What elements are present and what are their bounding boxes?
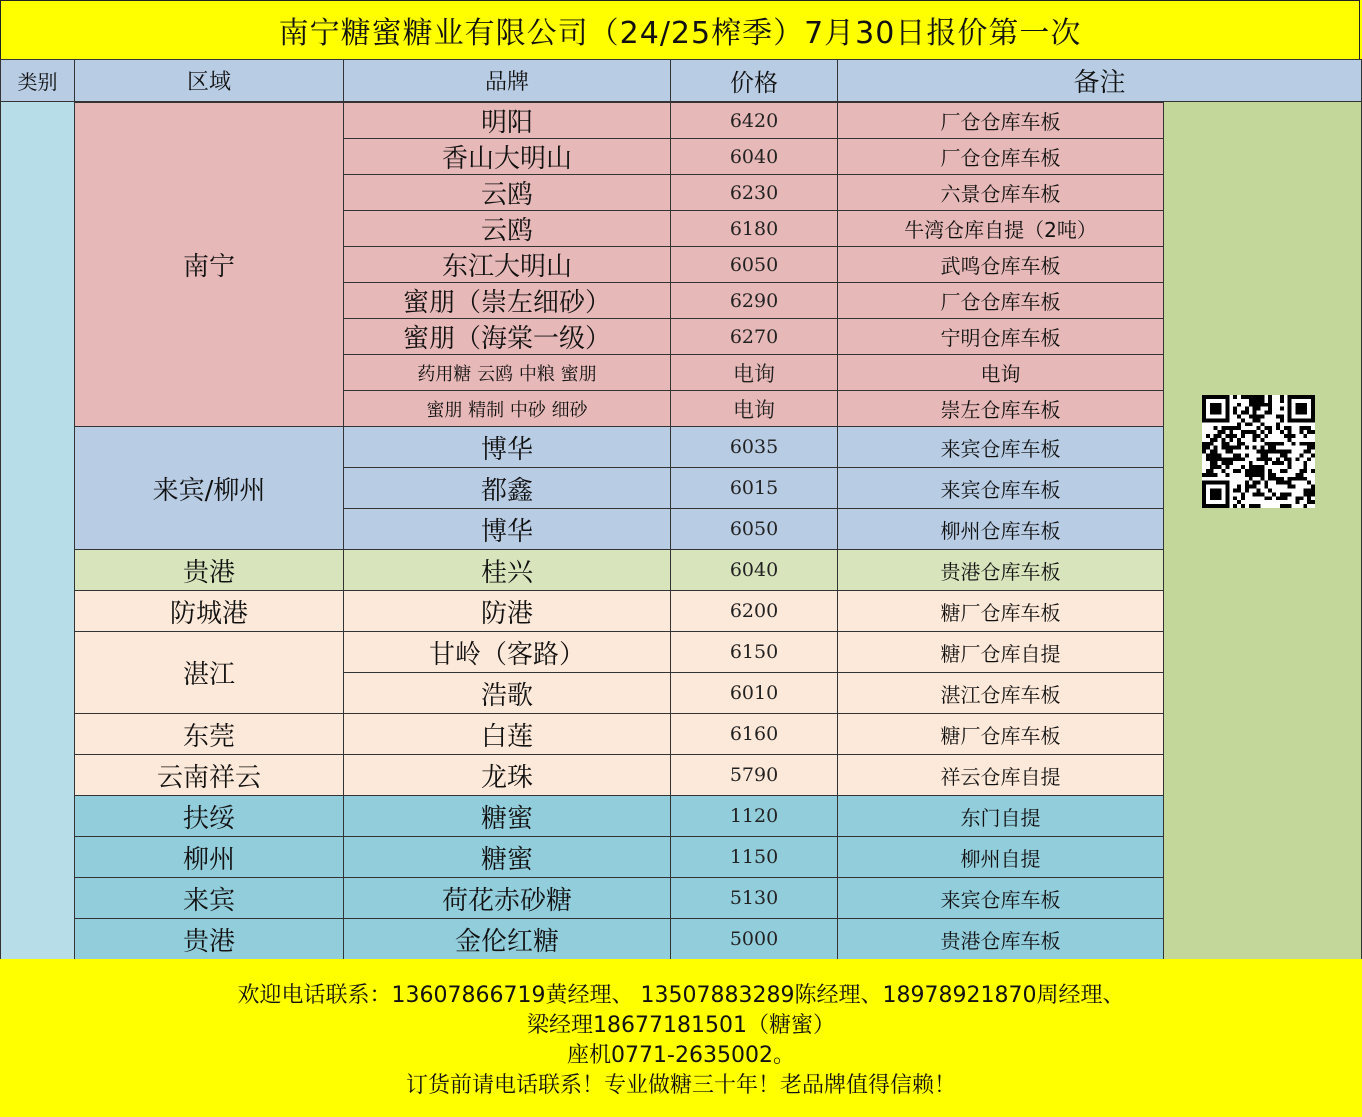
note-cell: 柳州仓库车板	[837, 508, 1164, 550]
brand-cell: 博华	[343, 426, 671, 468]
price-cell: 6015	[670, 467, 838, 509]
brand-cell: 明阳	[343, 102, 671, 139]
note-cell: 宁明仓库车板	[837, 318, 1164, 355]
note-cell: 糖厂仓库车板	[837, 713, 1164, 755]
price-cell: 6290	[670, 282, 838, 319]
price-cell: 6230	[670, 174, 838, 211]
contact-line-3: 座机0771-2635002。	[567, 1043, 795, 1068]
region-cell: 防城港	[74, 590, 344, 632]
contact-line-2: 梁经理18677181501（糖蜜）	[527, 1013, 835, 1038]
price-cell: 1150	[670, 836, 838, 878]
region-cell: 云南祥云	[74, 754, 344, 796]
note-cell: 来宾仓库车板	[837, 877, 1164, 919]
price-cell: 电询	[670, 354, 838, 391]
brand-cell: 都鑫	[343, 467, 671, 509]
price-cell: 6040	[670, 549, 838, 591]
region-cell: 湛江	[74, 631, 344, 714]
region-cell: 南宁	[74, 102, 344, 427]
header-category: 类别	[0, 59, 75, 102]
brand-cell: 糖蜜	[343, 836, 671, 878]
price-cell: 6150	[670, 631, 838, 673]
brand-cell: 糖蜜	[343, 795, 671, 837]
category-column	[0, 102, 75, 959]
region-cell: 来宾	[74, 877, 344, 919]
sheet-title: 南宁糖蜜糖业有限公司（24/25榨季）7月30日报价第一次	[0, 0, 1360, 59]
price-cell: 6050	[670, 508, 838, 550]
note-cell: 来宾仓库车板	[837, 467, 1164, 509]
note-cell: 湛江仓库车板	[837, 672, 1164, 714]
brand-cell: 白莲	[343, 713, 671, 755]
brand-cell: 博华	[343, 508, 671, 550]
note-cell: 糖厂仓库车板	[837, 590, 1164, 632]
note-cell: 糖厂仓库自提	[837, 631, 1164, 673]
brand-cell: 浩歌	[343, 672, 671, 714]
price-cell: 5000	[670, 918, 838, 960]
note-cell: 武鸣仓库车板	[837, 246, 1164, 283]
note-cell: 厂仓仓库车板	[837, 138, 1164, 175]
header-region: 区域	[74, 59, 344, 102]
note-cell: 电询	[837, 354, 1164, 391]
brand-cell: 蜜朋 精制 中砂 细砂	[343, 390, 671, 427]
note-cell: 牛湾仓库自提（2吨）	[837, 210, 1164, 247]
brand-cell: 东江大明山	[343, 246, 671, 283]
note-cell: 厂仓仓库车板	[837, 282, 1164, 319]
brand-cell: 药用糖 云鸥 中粮 蜜朋	[343, 354, 671, 391]
price-cell: 5790	[670, 754, 838, 796]
price-cell: 6270	[670, 318, 838, 355]
header-price: 价格	[670, 59, 838, 102]
price-cell: 6200	[670, 590, 838, 632]
note-cell: 来宾仓库车板	[837, 426, 1164, 468]
price-cell: 6035	[670, 426, 838, 468]
price-cell: 6160	[670, 713, 838, 755]
brand-cell: 香山大明山	[343, 138, 671, 175]
note-cell: 崇左仓库车板	[837, 390, 1164, 427]
price-cell: 电询	[670, 390, 838, 427]
brand-cell: 龙珠	[343, 754, 671, 796]
price-cell: 6040	[670, 138, 838, 175]
note-cell: 祥云仓库自提	[837, 754, 1164, 796]
brand-cell: 云鸥	[343, 210, 671, 247]
header-note: 备注	[837, 59, 1362, 102]
brand-cell: 蜜朋（崇左细砂）	[343, 282, 671, 319]
note-cell: 东门自提	[837, 795, 1164, 837]
contact-line-4: 订货前请电话联系！专业做糖三十年！老品牌值得信赖！	[405, 1073, 956, 1098]
region-cell: 柳州	[74, 836, 344, 878]
contact-footer	[0, 959, 1362, 1117]
price-cell: 5130	[670, 877, 838, 919]
region-cell: 扶绥	[74, 795, 344, 837]
region-cell: 东莞	[74, 713, 344, 755]
note-cell: 贵港仓库车板	[837, 918, 1164, 960]
note-cell: 厂仓仓库车板	[837, 102, 1164, 139]
qr-panel	[1163, 102, 1362, 959]
region-cell: 来宾/柳州	[74, 426, 344, 550]
brand-cell: 金伦红糖	[343, 918, 671, 960]
note-cell: 贵港仓库车板	[837, 549, 1164, 591]
price-cell: 6050	[670, 246, 838, 283]
contact-line-1: 欢迎电话联系：13607866719黄经理、 13507883289陈经理、18978921870周经理、	[237, 983, 1125, 1008]
price-cell: 6420	[670, 102, 838, 139]
brand-cell: 防港	[343, 590, 671, 632]
header-brand: 品牌	[343, 59, 671, 102]
note-cell: 六景仓库车板	[837, 174, 1164, 211]
brand-cell: 荷花赤砂糖	[343, 877, 671, 919]
brand-cell: 云鸥	[343, 174, 671, 211]
price-cell: 1120	[670, 795, 838, 837]
region-cell: 贵港	[74, 549, 344, 591]
brand-cell: 桂兴	[343, 549, 671, 591]
region-cell: 贵港	[74, 918, 344, 960]
price-cell: 6010	[670, 672, 838, 714]
brand-cell: 甘岭（客路）	[343, 631, 671, 673]
price-cell: 6180	[670, 210, 838, 247]
brand-cell: 蜜朋（海棠一级）	[343, 318, 671, 355]
note-cell: 柳州自提	[837, 836, 1164, 878]
qr-code-icon	[1202, 390, 1315, 513]
